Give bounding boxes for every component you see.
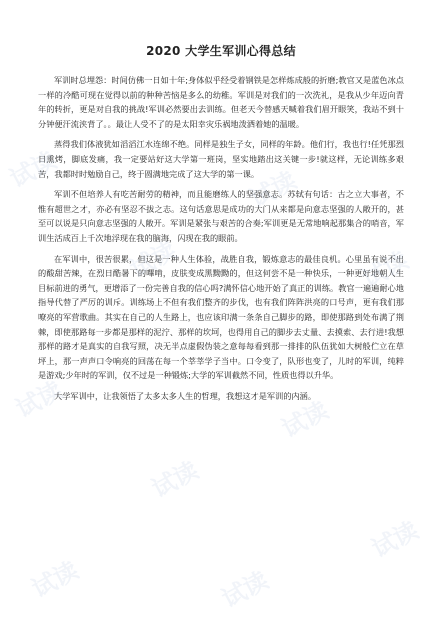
- paragraph-5: 大学军训中，让我领悟了太多太多人生的哲理，我想这才是军训的内涵。: [54, 390, 317, 401]
- document-title: 2020 大学生军训心得总结: [146, 44, 296, 58]
- paragraph-3: 军训不但培养人有吃苦耐劳的精神，而且能磨练人的坚强意志。苏轼有句话：古之立大事者，不惟有超世之才，亦必有坚忍不拔之志。这句话意思是成功的大门从来都是向意志坚强的人敞开的，甚至可以说是只向意志坚强的人敞开。军训是紧张与艰苦的合奏;军训更是无常地响起那集合的哨音，军训生活成百上千次地浮现在我的脑海，闪现在我的眼前。: [38, 189, 404, 243]
- watermark: 试读: [276, 395, 333, 444]
- paragraph-4: 在军训中，很苦很累，但这是一种人生体验，战胜自我，锻炼意志的最佳良机。心里虽有说不出的酸甜苦辣，在烈日酷暑下的嗶啃，皮肤变成黑黝黝的，但这何尝不是一种快乐，一种更好地朝人生目标前进的勇气，更增添了一份完善自我的信心吗?满怀信心地开始了真正的训练。教官一遍遍耐心地指导代替了严厉的训斥。训练场上不但有我们整齐的步伐，也有我们阵阵洪亮的口号声，更有我们那嘹亮的军营歌曲。其实在自己的人生路上，也应该印满一条条自己脚步的路，即使那路到处布满了荆棘，即使那路每一步都是那样的泥泞、那样的坎坷，也得用自己的脚步去丈量、去摸索、去行进!我想那样的路才是真实的自我写照，决无半点虚假伪装之意每每看到那一排排的队伍犹如大树般伫立在草坪上，那一声声口令响亮的回荡在每一个莘莘学子当中。口令变了，队形也变了，儿时的军训，纯粹是游戏;少年时的军训，仅不过是一种锻炼;大学的军训截然不同，性质也得以升华。: [38, 253, 404, 381]
- watermark: 试读: [244, 165, 301, 214]
- watermark: 试读: [216, 565, 273, 614]
- paragraph-2: 蒸得我们体液犹如滔滔江水连绵不绝。同样是独生子女，同样的年龄。他们行，我也行!任凭那烈日熏烤，脚底发痛，我一定要站好这大学第一班岗，坚实地踏出这关键一步!就这样，无论训练多艰苦，我都时时勉励自己，终于圆满地完成了这大学的第一课。: [38, 139, 404, 179]
- watermark: 试读: [4, 145, 61, 194]
- watermark: 试读: [356, 245, 413, 294]
- watermark: 试读: [26, 555, 83, 604]
- watermark: 试读: [10, 375, 67, 424]
- paragraph-1: 军训时总埋怨：时间仿佛一日如十年;身体似乎经受着钢铁是怎样炼成般的折磨;教官又是蓝色冰点一样的冷酷可现在觉得以前的种种苦恼是多么的幼稚。军训是对我们的一次洗礼，是我从少年迈向青年的转折，更是对自我的挑战!军训必然要出去训练。但老天今替感天喊着我们眉开眼笑，我站不到十分钟便汗流浃背了。。最让人受不了的是太阳幸灾乐祸地泼洒着她的温暖。: [38, 75, 404, 129]
- watermark: 试读: [366, 515, 423, 564]
- watermark: 试读: [124, 235, 181, 284]
- watermark: 试读: [146, 455, 203, 504]
